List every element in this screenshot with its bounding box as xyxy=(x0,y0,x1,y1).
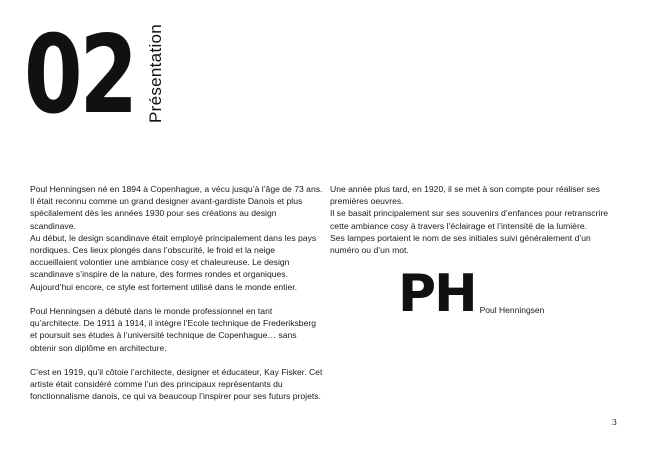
right-column xyxy=(330,183,622,268)
paragraph: Une année plus tard, en 1920, il se met à son compte pour réaliser ses premières oeuvres. Il se basait principalement sur ses souvenirs d’enfances pour retranscrire cette ambiance cosy à travers l’éclairage et l’intensité de la lumière. Ses lampes portaient le nom de ses initiales suivi généralement d’un numéro ou d’un mot. xyxy=(330,184,608,256)
page-number: 3 xyxy=(611,418,617,428)
section-title: Présentation xyxy=(146,23,165,123)
paragraph: Poul Henningsen a débuté dans le monde professionnel en tant qu’architecte. De 1911 à 1914, il intègre l’Ecole technique de Frederiksberg et poursuit ses études à l’université technique de Copenhague… sans obtenir son diplôme en architecture. xyxy=(30,306,316,353)
monogram-letters: PH xyxy=(398,264,476,324)
left-column xyxy=(30,183,323,415)
paragraph: Poul Henningsen né en 1894 à Copenhague, a vécu jusqu’à l’âge de 73 ans. Il était reconnu comme un grand designer avant-gardiste Danois et plus spécilalement dès les années 1930 pour ses créations au design scandinave. Au début, le design scandinave était employé principalement dans les pays nordiques. Ces lieux plongés dans l’obscurité, le froid et la neige accueillaient volontier une ambiance cosy et chaleureuse. Le design scandinave s’inspire de la nature, des formes rondes et organiques. Aujourd’hui encore, ce style est fortement utilisé dans le monde entier. xyxy=(30,184,323,292)
monogram xyxy=(398,264,545,324)
section-number: 02 xyxy=(24,13,135,138)
paragraph: C’est en 1919, qu’il côtoie l’architecte, designer et éducateur, Kay Fisker. Cet artiste était considéré comme l’un des principaux représentants du fonctionnalisme danois, ce qui va beaucoup l’inspirer pour ses futurs projets. xyxy=(30,367,323,402)
monogram-name: Poul Henningsen xyxy=(479,305,545,315)
